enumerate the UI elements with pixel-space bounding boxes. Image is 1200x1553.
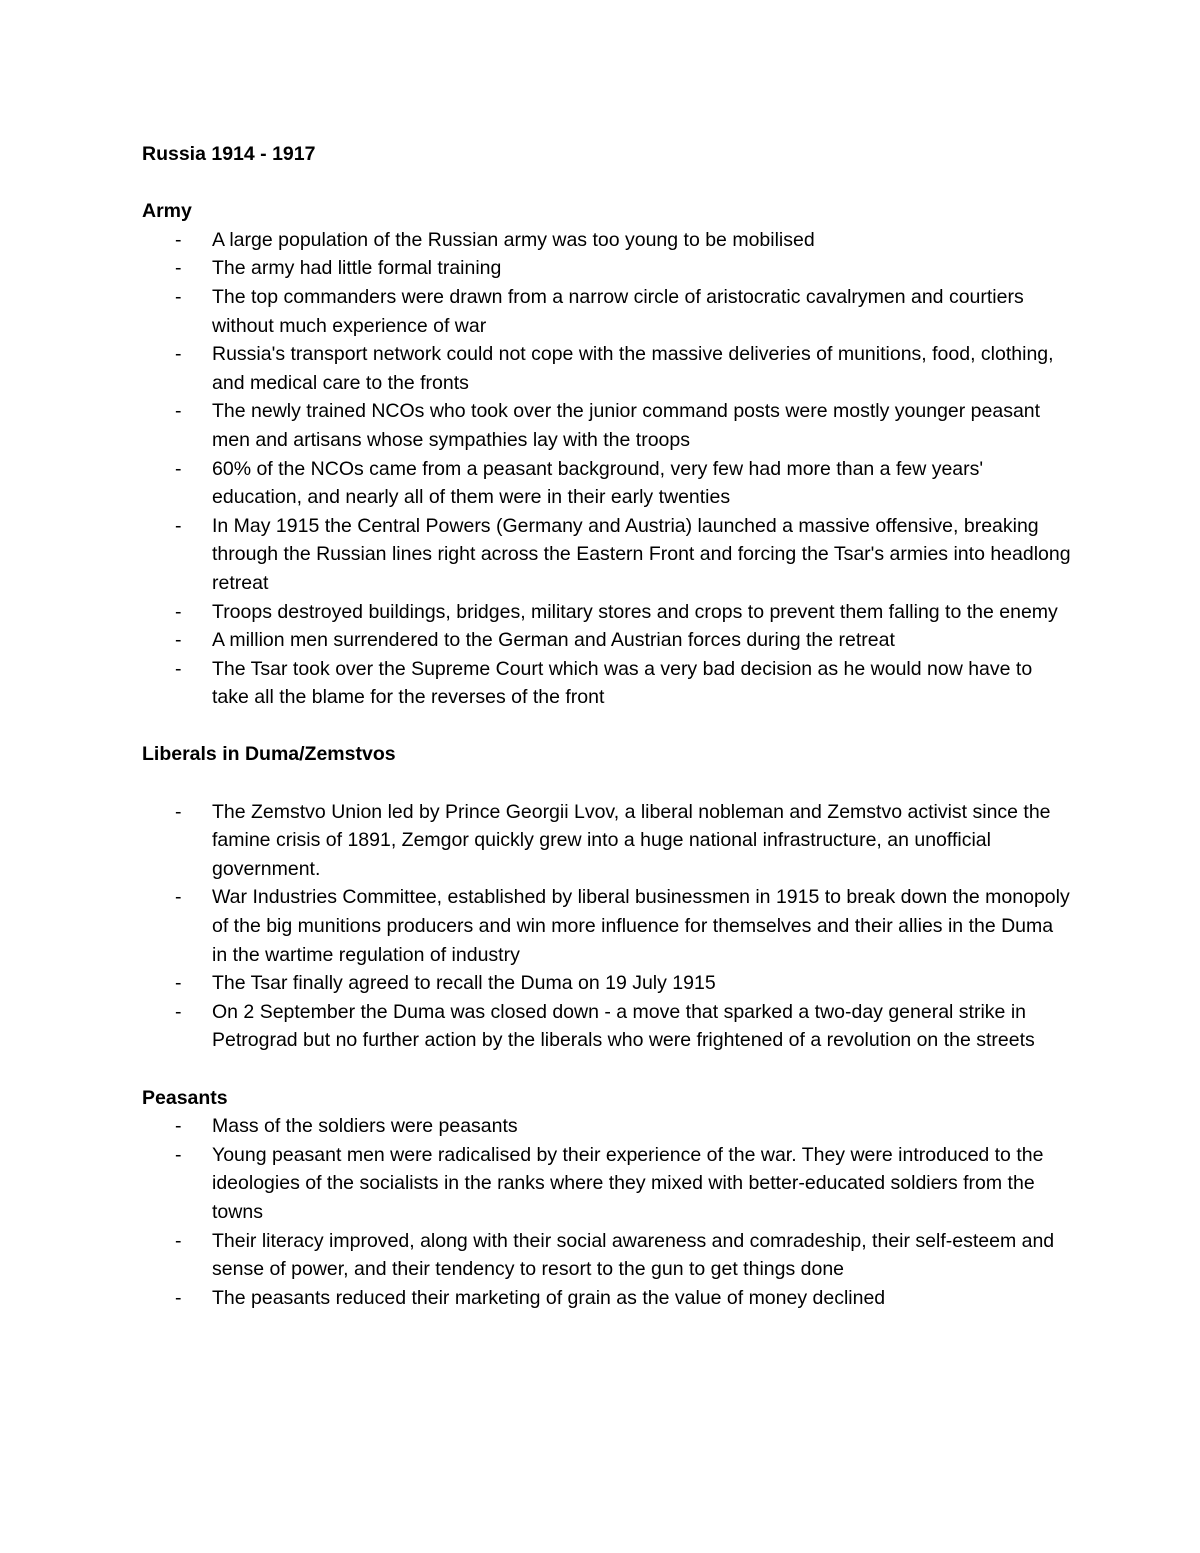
list-item: - Mass of the soldiers were peasants — [142, 1112, 1072, 1141]
list-item: - The top commanders were drawn from a narrow circle of aristocratic cavalrymen and courtiers without much experience of war — [142, 283, 1072, 340]
spacer — [142, 169, 1072, 198]
spacer — [142, 1055, 1072, 1084]
list-item: - Troops destroyed buildings, bridges, military stores and crops to prevent them falling to the enemy — [142, 598, 1072, 627]
list-item: - A large population of the Russian army was too young to be mobilised — [142, 226, 1072, 255]
section-army — [142, 197, 1072, 740]
document-page — [142, 140, 1072, 1312]
sections-container — [142, 197, 1072, 1312]
spacer — [142, 712, 1072, 741]
document-title: Russia 1914 - 1917 — [142, 143, 316, 165]
list-item: - Russia's transport network could not cope with the massive deliveries of munitions, food, clothing, and medical care to the fronts — [142, 340, 1072, 397]
list-item: - A million men surrendered to the German and Austrian forces during the retreat — [142, 626, 1072, 655]
list-item: - War Industries Committee, established by liberal businessmen in 1915 to break down the monopoly of the big munitions producers and win more influence for themselves and their allies in the Duma in the wartime regulation of industry — [142, 883, 1072, 969]
bullet-list — [142, 226, 1072, 712]
list-item: - The peasants reduced their marketing of grain as the value of money declined — [142, 1284, 1072, 1313]
section-heading: Liberals in Duma/Zemstvos — [142, 743, 396, 766]
list-item: - On 2 September the Duma was closed down - a move that sparked a two-day general strike in Petrograd but no further action by the liberals who were frightened of a revolution on the streets — [142, 998, 1072, 1055]
list-item: - 60% of the NCOs came from a peasant background, very few had more than a few years' education, and nearly all of them were in their early twenties — [142, 455, 1072, 512]
section-peasants — [142, 1084, 1072, 1313]
list-item: - The army had little formal training — [142, 254, 1072, 283]
bullet-list — [142, 798, 1072, 1055]
list-item: - The newly trained NCOs who took over the junior command posts were mostly younger peasant men and artisans whose sympathies lay with the troops — [142, 397, 1072, 454]
bullet-list — [142, 1112, 1072, 1312]
section-liberals-in-duma-zemstvos — [142, 740, 1072, 1083]
list-item: - The Zemstvo Union led by Prince Georgii Lvov, a liberal nobleman and Zemstvo activist since the famine crisis of 1891, Zemgor quickly grew into a huge national infrastructure, an unofficial government. — [142, 798, 1072, 884]
list-item: - The Tsar finally agreed to recall the Duma on 19 July 1915 — [142, 969, 1072, 998]
section-heading: Army — [142, 200, 192, 223]
list-item: - Their literacy improved, along with their social awareness and comradeship, their self-esteem and sense of power, and their tendency to resort to the gun to get things done — [142, 1227, 1072, 1284]
spacer — [142, 769, 1072, 798]
list-item: - The Tsar took over the Supreme Court which was a very bad decision as he would now have to take all the blame for the reverses of the front — [142, 655, 1072, 712]
section-heading: Peasants — [142, 1086, 228, 1109]
list-item: - Young peasant men were radicalised by their experience of the war. They were introduced to the ideologies of the socialists in the ranks where they mixed with better-educated soldiers from the towns — [142, 1141, 1072, 1227]
list-item: - In May 1915 the Central Powers (Germany and Austria) launched a massive offensive, breaking through the Russian lines right across the Eastern Front and forcing the Tsar's armies into headlong retreat — [142, 512, 1072, 598]
